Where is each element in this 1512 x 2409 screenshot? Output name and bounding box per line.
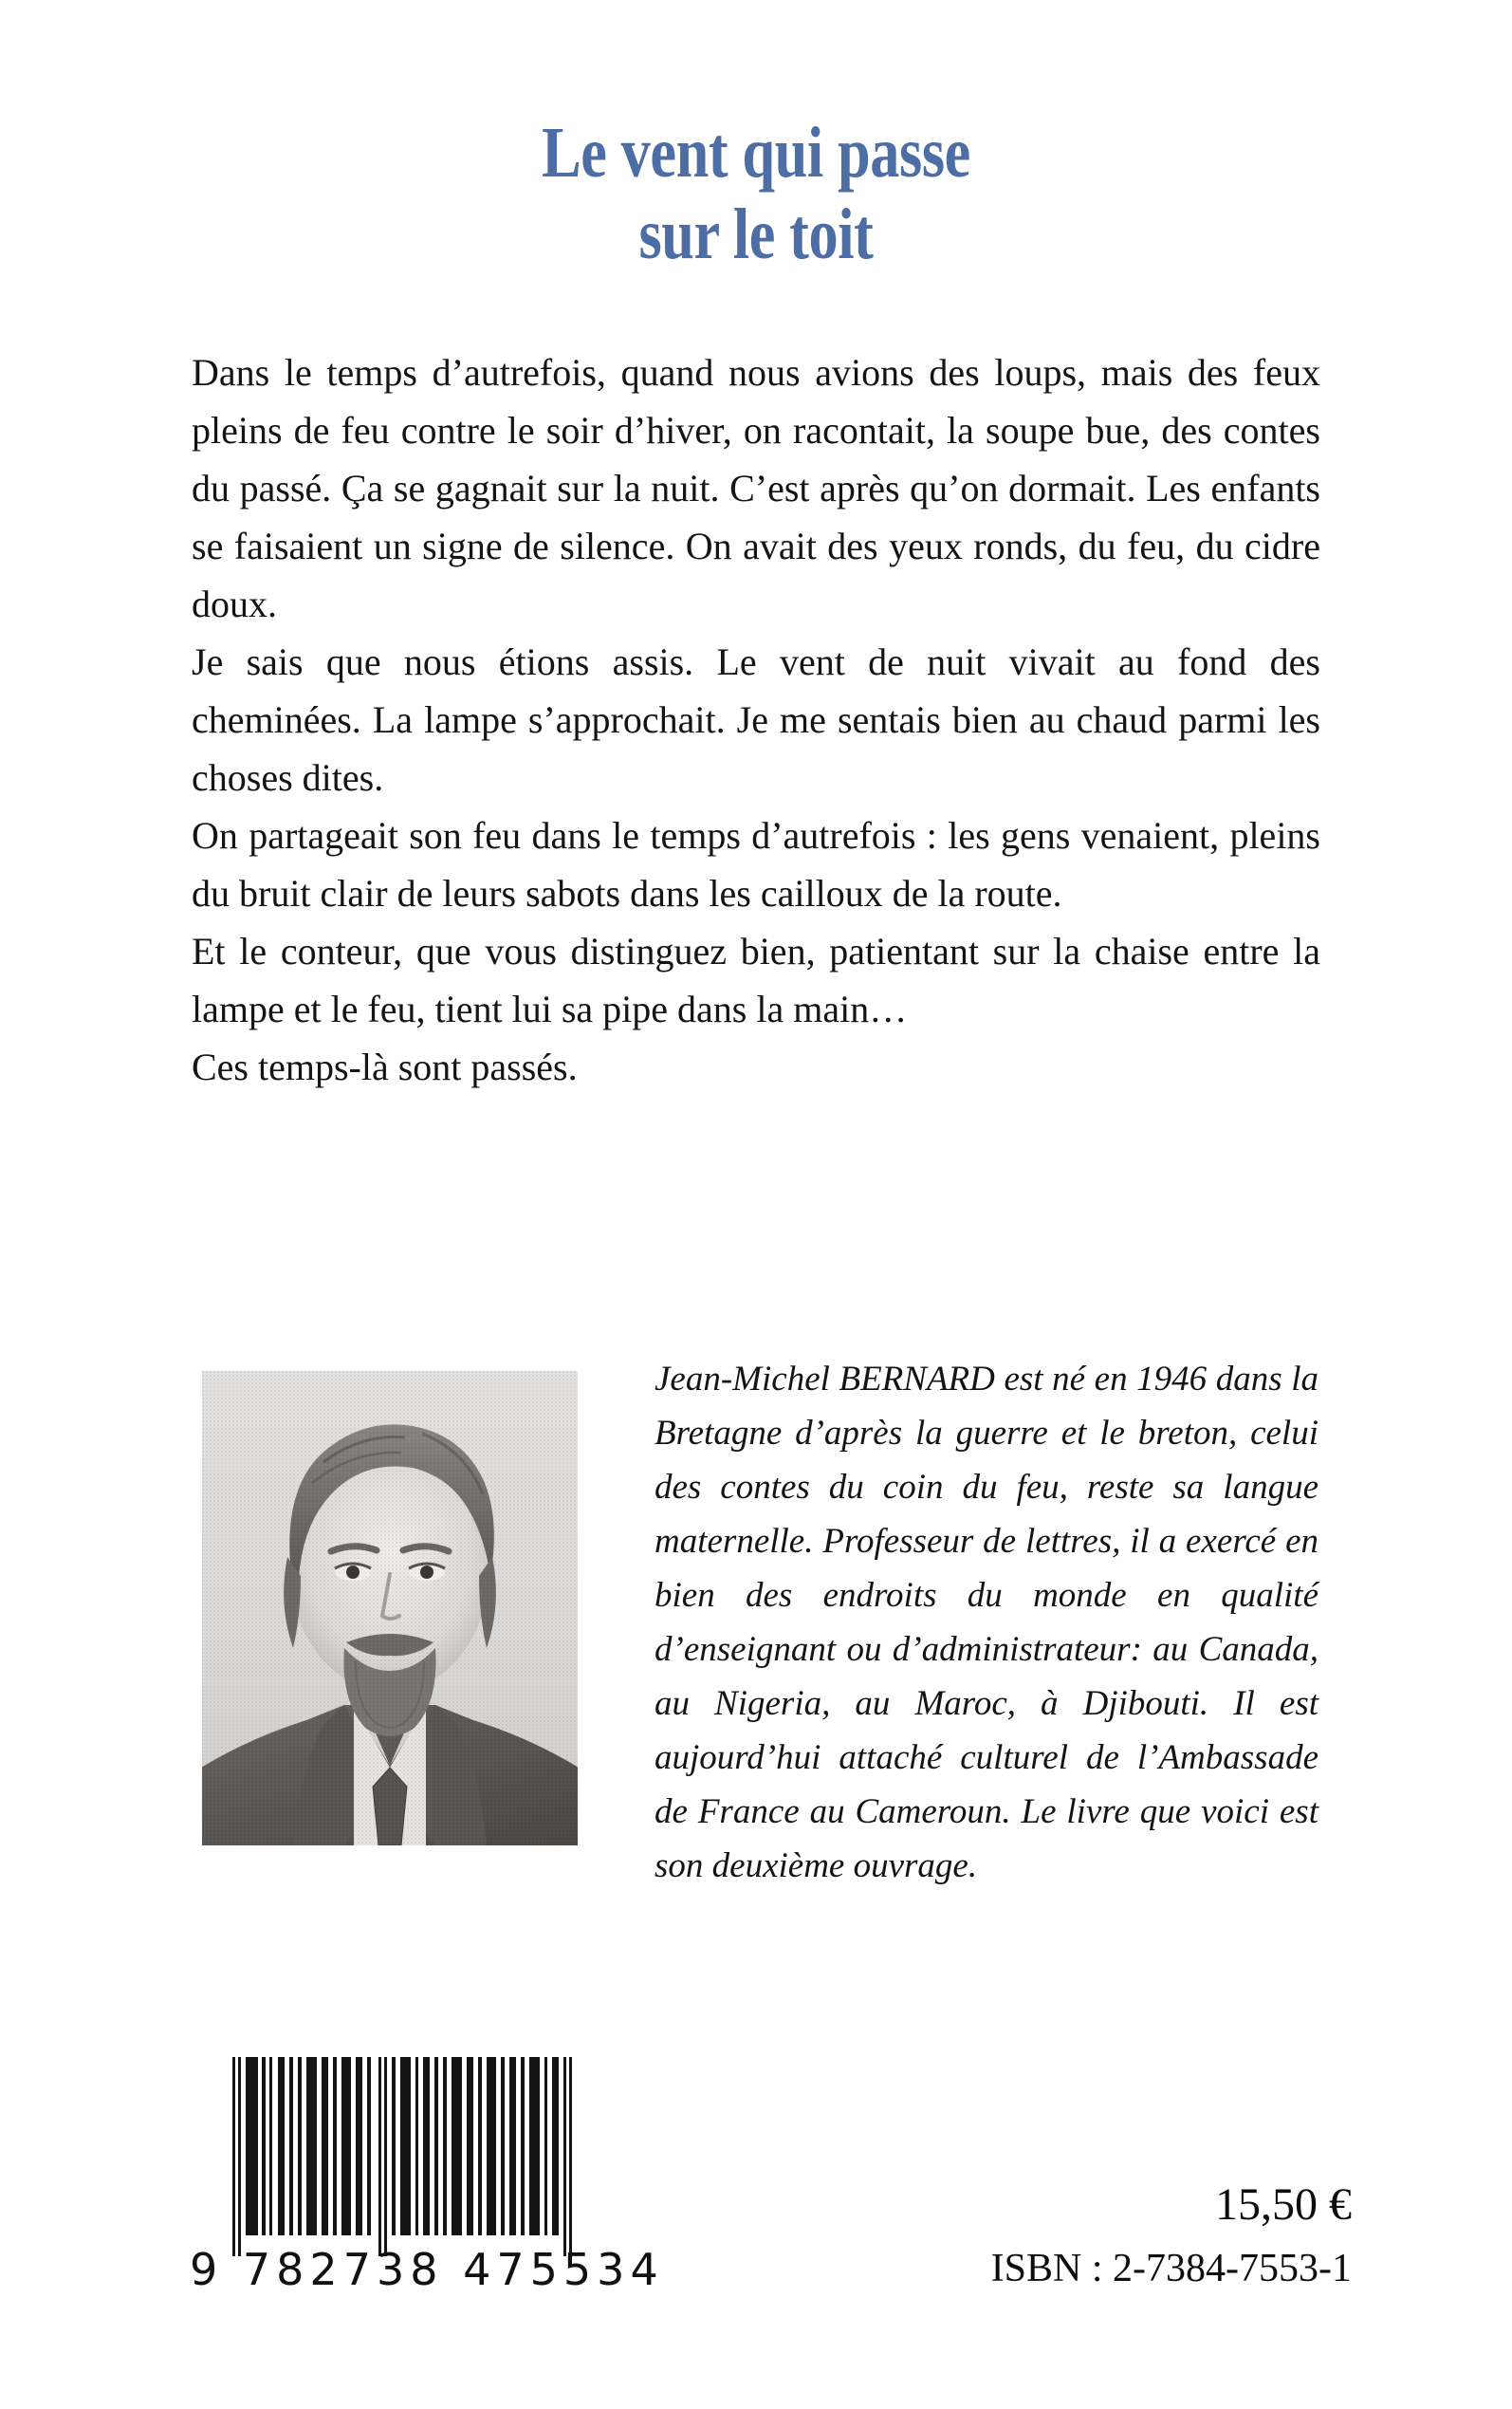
blurb-paragraph-4: Et le conteur, que vous distinguez bien, patientant sur la chaise entre la lampe et le feu, tient lui sa pipe dans la main… — [192, 930, 1320, 1030]
back-cover-blurb — [192, 343, 1320, 1096]
blurb-paragraph-2: Je sais que nous étions assis. Le vent de nuit vivait au fond des cheminées. La lampe s’approchait. Je me sentais bien au chaud parmi les choses dites. — [192, 640, 1320, 799]
isbn-label: ISBN : 2-7384-7553-1 — [990, 2247, 1352, 2290]
portrait-illustration — [202, 1371, 578, 1845]
title-line-1: Le vent qui passe — [542, 113, 970, 193]
book-title — [0, 112, 1512, 275]
author-portrait-photo — [202, 1371, 578, 1845]
barcode-digits: 9 782738 475534 — [190, 2244, 664, 2295]
barcode-bars — [230, 2057, 591, 2256]
ean-barcode — [230, 2057, 591, 2256]
blurb-paragraph-1: Dans le temps d’autrefois, quand nous avions des loups, mais des feux pleins de feu contre le soir d’hiver, on racontait, la soupe bue, des contes du passé. Ça se gagnait sur la nuit. C’est après qu’on dormait. Les enfants se faisaient un signe de silence. On avait des yeux ronds, du feu, du cidre doux. — [192, 351, 1320, 625]
author-bio-text: Jean-Michel BERNARD est né en 1946 dans la Bretagne d’après la guerre et le breton, celui des contes du coin du feu, reste sa langue maternelle. Professeur de lettres, il a exercé en bien des endroits du monde en qualité d’enseignant ou d’administrateur: au Canada, au Nigeria, au Maroc, à Djibouti. Il est aujourd’hui attaché culturel de l’Ambassade de France au Cameroun. Le livre que voici est son deuxième ouvrage. — [655, 1360, 1318, 1885]
price-label: 15,50 € — [1215, 2179, 1352, 2230]
blurb-paragraph-3: On partageait son feu dans le temps d’autrefois : les gens venaient, pleins du bruit clair de leurs sabots dans les cailloux de la route. — [192, 814, 1320, 915]
blurb-paragraph-5: Ces temps-là sont passés. — [192, 1046, 578, 1088]
title-line-2: sur le toit — [638, 195, 874, 274]
author-biography — [655, 1352, 1318, 1893]
